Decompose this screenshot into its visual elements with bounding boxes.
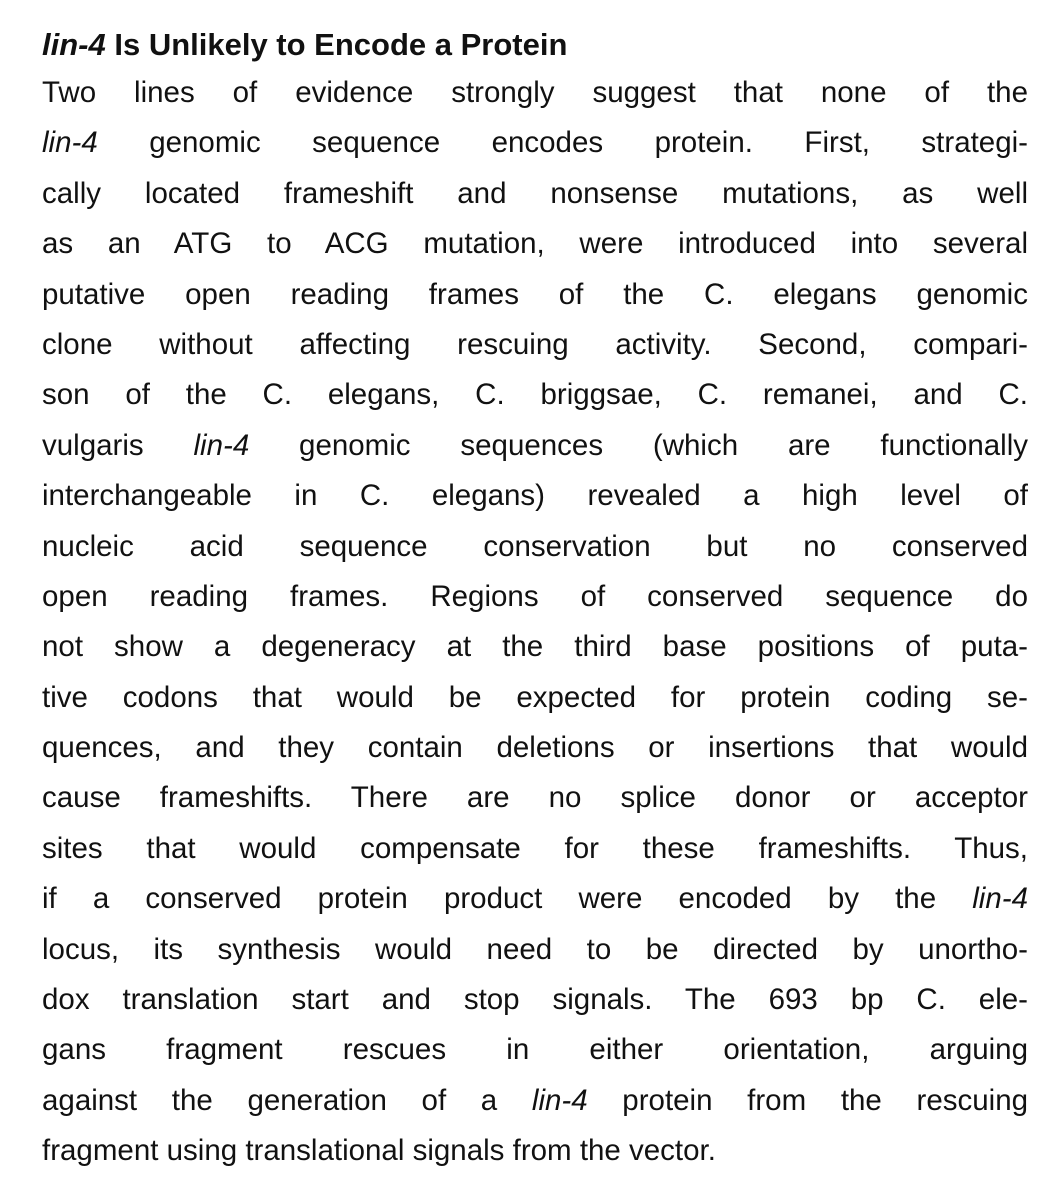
text-line bbox=[42, 723, 1028, 773]
text-line bbox=[42, 421, 1028, 471]
section-heading bbox=[42, 22, 1028, 68]
text-line bbox=[42, 471, 1028, 521]
text-segment: vulgaris bbox=[42, 428, 194, 462]
text-segment: interchangeable in C. elegans) revealed a high level of bbox=[42, 479, 1028, 513]
heading-gene-name: lin-4 bbox=[42, 27, 106, 62]
text-segment: cause frameshifts. There are no splice donor or acceptor bbox=[42, 781, 1028, 815]
text-line bbox=[42, 522, 1028, 572]
text-segment: locus, its synthesis would need to be directed by unortho- bbox=[42, 932, 1028, 966]
text-segment: son of the C. elegans, C. briggsae, C. remanei, and C. bbox=[42, 378, 1028, 412]
text-segment: genomic sequences (which are functionally bbox=[249, 428, 1028, 462]
text-segment: sites that would compensate for these frameshifts. Thus, bbox=[42, 831, 1028, 865]
text-segment: genomic sequence encodes protein. First, strategi- bbox=[97, 126, 1028, 160]
text-segment: quences, and they contain deletions or insertions that would bbox=[42, 731, 1028, 765]
gene-name: lin-4 bbox=[193, 428, 250, 462]
text-line bbox=[42, 572, 1028, 622]
text-line bbox=[42, 320, 1028, 370]
text-line bbox=[42, 370, 1028, 420]
text-segment: not show a degeneracy at the third base positions of puta- bbox=[42, 630, 1028, 664]
text-line bbox=[42, 773, 1028, 823]
text-segment: as an ATG to ACG mutation, were introduced into several bbox=[42, 227, 1028, 261]
text-line bbox=[42, 270, 1028, 320]
text-line bbox=[42, 673, 1028, 723]
text-line bbox=[42, 1076, 1028, 1126]
text-line bbox=[42, 219, 1028, 269]
text-line bbox=[42, 874, 1028, 924]
text-segment: dox translation start and stop signals. The 693 bp C. ele- bbox=[42, 983, 1028, 1017]
text-segment: if a conserved protein product were encoded by the bbox=[42, 882, 973, 916]
text-segment: fragment using translational signals from the vector. bbox=[42, 1134, 716, 1168]
text-segment: against the generation of a bbox=[42, 1083, 532, 1117]
text-line bbox=[42, 1025, 1028, 1075]
text-segment: gans fragment rescues in either orientation, arguing bbox=[42, 1033, 1028, 1067]
text-segment: putative open reading frames of the C. elegans genomic bbox=[42, 277, 1028, 311]
text-line bbox=[42, 975, 1028, 1025]
text-line bbox=[42, 169, 1028, 219]
text-line bbox=[42, 68, 1028, 118]
text-segment: cally located frameshift and nonsense mutations, as well bbox=[42, 176, 1028, 210]
gene-name: lin-4 bbox=[42, 126, 98, 160]
gene-name: lin-4 bbox=[531, 1083, 588, 1117]
text-segment: open reading frames. Regions of conserved sequence do bbox=[42, 579, 1028, 613]
body-paragraph bbox=[42, 68, 1028, 1177]
text-segment: Two lines of evidence strongly suggest that none of the bbox=[42, 76, 1028, 109]
text-segment: tive codons that would be expected for protein coding se- bbox=[42, 680, 1028, 714]
page bbox=[42, 22, 1028, 1177]
heading-text: Is Unlikely to Encode a Protein bbox=[105, 27, 568, 62]
text-line bbox=[42, 1126, 1028, 1176]
text-line bbox=[42, 925, 1028, 975]
text-line bbox=[42, 118, 1028, 168]
text-segment: clone without affecting rescuing activity. Second, compari- bbox=[42, 327, 1028, 361]
text-segment: nucleic acid sequence conservation but no conserved bbox=[42, 529, 1028, 563]
gene-name: lin-4 bbox=[972, 882, 1028, 916]
text-line bbox=[42, 824, 1028, 874]
text-line bbox=[42, 622, 1028, 672]
text-segment: protein from the rescuing bbox=[587, 1083, 1028, 1117]
